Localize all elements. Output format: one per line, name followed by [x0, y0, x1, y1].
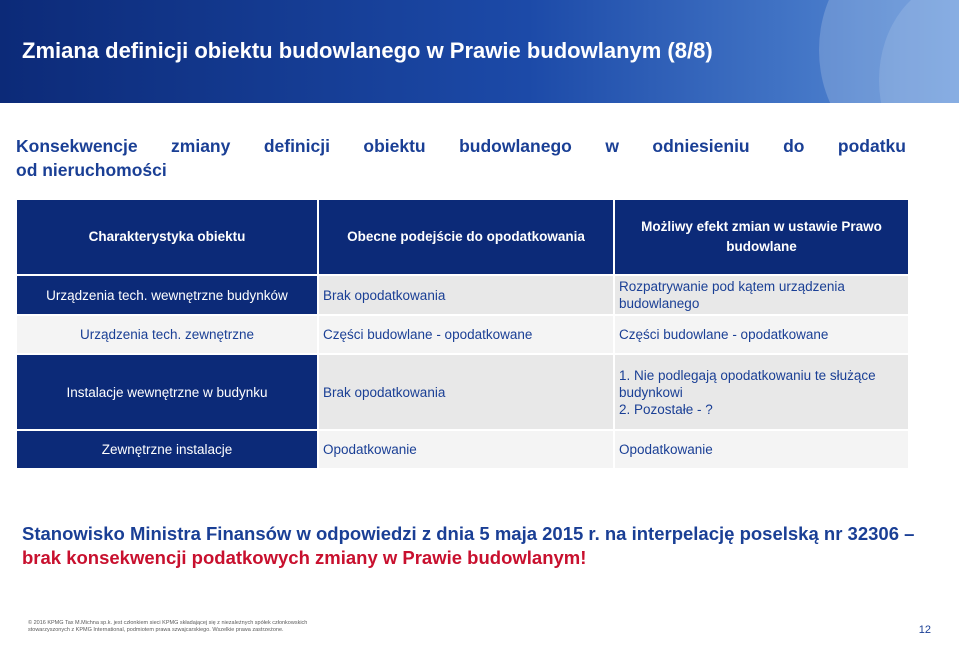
title-bar	[0, 0, 959, 103]
conclusion-highlight: brak konsekwencji podatkowych zmiany w Prawie budowlanym!	[22, 547, 587, 568]
table-row	[17, 431, 908, 468]
copyright-note: © 2016 KPMG Tax M.Michna sp.k. jest członkiem sieci KPMG składającej się z niezależnych spółek członkowskich stowarzyszonych z KPMG International, podmiotem prawa szwajcarskiego. Wszelkie prawa zastrzeżone.	[28, 620, 308, 633]
subtitle-line-1	[16, 134, 906, 158]
table-cell-list	[615, 355, 908, 429]
subtitle-word: Konsekwencje	[16, 136, 138, 156]
row-label: Zewnętrzne instalacje	[17, 431, 317, 468]
subtitle-word: do	[783, 136, 805, 156]
table-cell: Opodatkowanie	[615, 431, 908, 468]
table-cell: Części budowlane - opodatkowane	[319, 316, 613, 353]
table-cell: Brak opodatkowania	[319, 276, 613, 314]
conclusion-statement: Stanowisko Ministra Finansów w odpowiedzi z dnia 5 maja 2015 r. na interpelację poselską nr 32306	[22, 523, 899, 544]
table-header-possible-effect: Możliwy efekt zmian w ustawie Prawo budowlane	[615, 200, 908, 274]
row-label: Instalacje wewnętrzne w budynku	[17, 355, 317, 429]
list-item: 1. Nie podlegają opodatkowaniu te służące budynkowi	[619, 367, 876, 400]
table-cell: Opodatkowanie	[319, 431, 613, 468]
subtitle-word: definicji	[263, 136, 330, 156]
page-title: Zmiana definicji obiektu budowlanego w Prawie budowlanym (8/8)	[22, 38, 713, 63]
table-row	[17, 276, 908, 314]
subtitle-word: w	[605, 136, 619, 156]
table-row	[17, 316, 908, 353]
subtitle-word: obiektu	[363, 136, 426, 156]
conclusion-dash: –	[899, 523, 915, 544]
subtitle-line-2: od nieruchomości	[16, 160, 167, 180]
page-number: 12	[918, 624, 931, 636]
row-label: Urządzenia tech. zewnętrzne	[17, 316, 317, 353]
subtitle-word: budowlanego	[459, 136, 572, 156]
conclusion-text	[22, 522, 922, 570]
table-cell: Części budowlane - opodatkowane	[615, 316, 908, 353]
table-row	[17, 355, 908, 429]
table-header-current-approach: Obecne podejście do opodatkowania	[319, 200, 613, 274]
subtitle-word: zmiany	[171, 136, 231, 156]
row-label: Urządzenia tech. wewnętrzne budynków	[17, 276, 317, 314]
table-header-characteristic: Charakterystyka obiektu	[17, 200, 317, 274]
list-item: 2. Pozostałe - ?	[619, 401, 713, 417]
subtitle	[16, 134, 906, 182]
table-cell: Brak opodatkowania	[319, 355, 613, 429]
comparison-table	[15, 198, 910, 470]
subtitle-word: podatku	[837, 136, 906, 156]
subtitle-word: odniesieniu	[652, 136, 750, 156]
table-cell: Rozpatrywanie pod kątem urządzenia budowlanego	[615, 276, 908, 314]
